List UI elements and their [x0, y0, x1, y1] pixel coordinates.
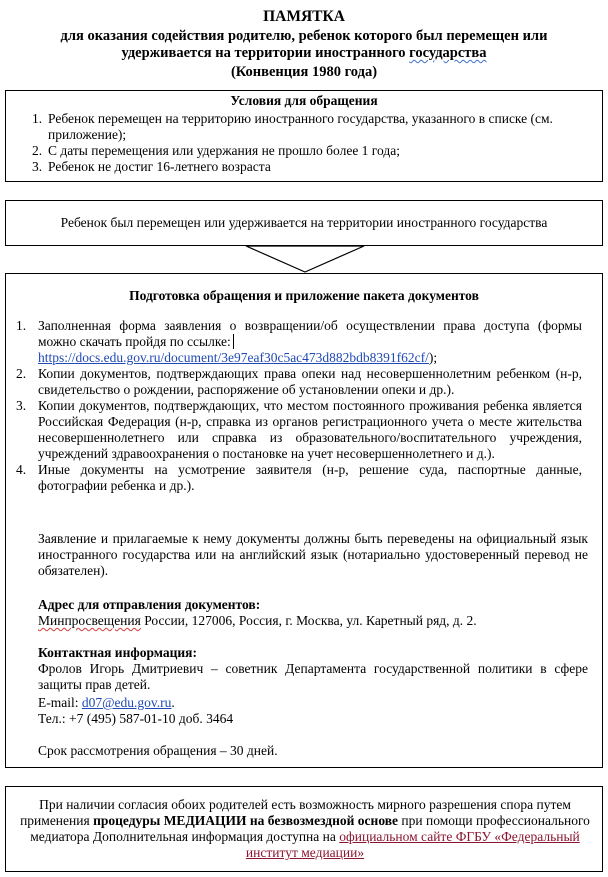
- condition-number: 3.: [32, 159, 43, 174]
- condition-text: С даты перемещения или удержания не прошло более 1 года;: [48, 143, 400, 158]
- document-item: [12, 462, 582, 494]
- subtitle-line-2-text: удерживается на территории иностранного: [121, 45, 410, 61]
- address-ministry: Минпросвещения: [38, 613, 141, 628]
- statement-text: Ребенок был перемещен или удерживается на территории иностранного государства: [60, 215, 548, 230]
- documents-title: Подготовка обращения и приложение пакета документов: [129, 288, 479, 303]
- email-label: E-mail:: [38, 695, 82, 710]
- document-item: [12, 318, 582, 366]
- documents-box: [5, 273, 603, 768]
- forms-download-link[interactable]: https://docs.edu.gov.ru/document/3e97eaf30c5ac473d882bdb8391f62cf/: [38, 350, 429, 365]
- documents-list: [12, 318, 582, 494]
- contact-email: [38, 695, 588, 711]
- subtitle-line-2: [0, 45, 608, 62]
- document-title: ПАМЯТКА: [263, 8, 345, 25]
- review-period: Срок рассмотрения обращения – 30 дней.: [38, 743, 278, 758]
- document-item: [12, 366, 582, 398]
- mediation-text-b: при помощи профессионального медиатора Дополнительная информация доступна на: [30, 813, 590, 844]
- document-number: 4.: [16, 462, 27, 477]
- statement-box: [5, 200, 603, 246]
- mediation-text-bold: процедуры МЕДИАЦИИ на безвозмездной основе: [93, 813, 399, 828]
- subtitle-line-1: для оказания содействия родителю, ребенок которого был перемещен или: [60, 28, 548, 44]
- document-text: Копии документов, подтверждающих, что местом постоянного проживания ребенка является Российская Федерация (н-р, справка из органов регистрационного учета о месте жительства несовершеннолетнего или справка из образовательного/воспитательного учреждения, учреждений здравоохранения о постановке на учет несовершеннолетнего и д.).: [38, 398, 582, 461]
- address-rest: России, 127006, Россия, г. Москва, ул. Каретный ряд, д. 2.: [140, 613, 477, 628]
- document-number: 1.: [16, 318, 27, 333]
- text-cursor: [233, 334, 234, 349]
- conditions-list: [18, 111, 593, 175]
- document-text-tail: );: [428, 350, 438, 365]
- mediation-institute-link[interactable]: официальном сайте ФГБУ «Федеральный институт медиации»: [245, 829, 580, 860]
- contact-person: Фролов Игорь Дмитриевич – советник Департамента государственной политики в сфере защиты прав детей.: [38, 661, 588, 692]
- condition-text: Ребенок не достиг 16-летнего возраста: [48, 159, 271, 174]
- conditions-box: [5, 90, 603, 182]
- translation-note: Заявление и прилагаемые к нему документы должны быть переведены на официальный язык иностранного государства или на английский язык (нотариально удостоверенный перевод не обязателен).: [38, 531, 588, 578]
- condition-number: 2.: [32, 143, 43, 158]
- document-subtitle: [0, 28, 608, 62]
- condition-number: 1.: [32, 111, 43, 126]
- condition-item: [18, 143, 593, 159]
- condition-item: [18, 159, 593, 175]
- mediation-text: [20, 797, 590, 861]
- mediation-box: [5, 786, 603, 872]
- conditions-title: Условия для обращения: [230, 93, 378, 108]
- contact-phone: Тел.: +7 (495) 587-01-10 доб. 3464: [38, 711, 234, 726]
- email-tail: .: [171, 695, 175, 710]
- document-number: 3.: [16, 398, 27, 413]
- down-arrow-icon: [245, 245, 365, 273]
- condition-text: Ребенок перемещен на территорию иностранного государства, указанного в списке (см. приложение);: [48, 111, 553, 142]
- condition-item: [18, 111, 593, 143]
- subtitle-line-2-spellcheck-word: государства: [409, 45, 487, 61]
- document-text: Заполненная форма заявления о возвращении/об осуществлении права доступа (формы можно скачать пройдя по ссылке:: [38, 318, 582, 349]
- document-text: Иные документы на усмотрение заявителя (н-р, решение суда, паспортные данные, фотографии ребенка и др.).: [38, 462, 582, 493]
- document-text: Копии документов, подтверждающих права опеки над несовершеннолетним ребенком (н-р, свидетельство о рождении, распоряжение об установлении опеки и др.).: [38, 366, 582, 397]
- mediation-text-a: При наличии согласия обоих родителей есть возможность мирного разрешения спора путем применения: [20, 797, 571, 828]
- address-text: [38, 613, 588, 629]
- contact-heading: Контактная информация:: [38, 645, 197, 660]
- convention-label: (Конвенция 1980 года): [230, 64, 378, 80]
- email-link[interactable]: d07@edu.gov.ru: [81, 695, 172, 710]
- document-item: [12, 398, 582, 462]
- document-number: 2.: [16, 366, 27, 381]
- address-heading: Адрес для отправления документов:: [38, 597, 261, 612]
